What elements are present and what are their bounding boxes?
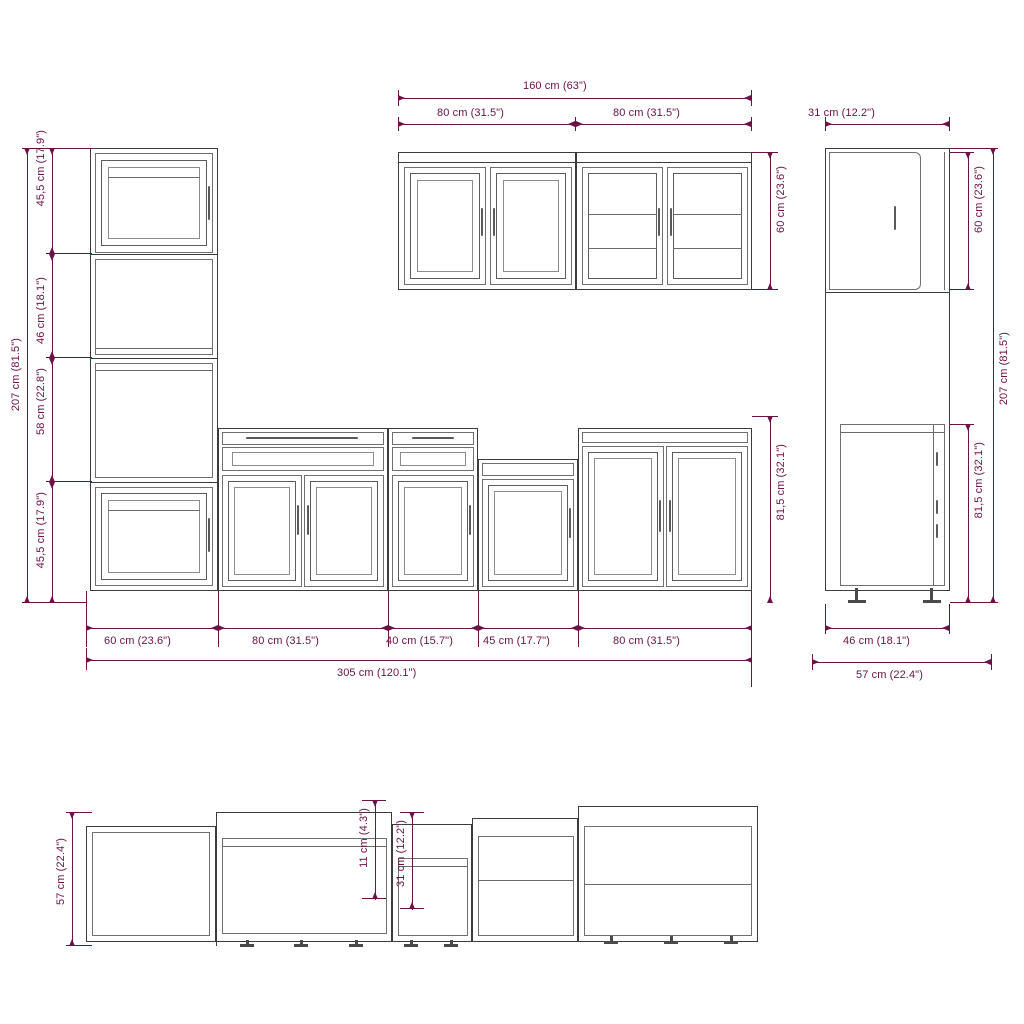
dim-column-bottom-section: 45,5 cm (17.9") [35,492,47,569]
dim-run-total-width: 305 cm (120.1") [337,667,417,679]
dim-wall-right-width: 80 cm (31.5") [613,107,680,119]
dim-base-height: 81,5 cm (32.1") [775,444,787,521]
dim-tall-upper-height: 60 cm (23.6") [973,166,985,233]
dim-width-40: 40 cm (15.7") [386,635,453,647]
dim-width-45: 45 cm (17.7") [483,635,550,647]
dim-width-80-right: 80 cm (31.5") [613,635,680,647]
dim-tall-depth-top: 31 cm (12.2") [808,107,875,119]
dim-wall-height: 60 cm (23.6") [775,166,787,233]
dim-width-60: 60 cm (23.6") [104,635,171,647]
dim-column-third-section: 58 cm (22.8") [35,368,47,435]
dim-tall-depth: 57 cm (22.4") [856,669,923,681]
dim-column-second-section: 46 cm (18.1") [35,277,47,344]
dim-tall-lower-height: 81,5 cm (32.1") [973,442,985,519]
dim-width-80-left: 80 cm (31.5") [252,635,319,647]
dim-wall-total-width: 160 cm (63") [523,80,587,92]
dim-column-total-height: 207 cm (81.5") [10,338,22,412]
dim-plan-small-height: 11 cm (4.3") [358,808,370,868]
dim-plan-depth: 57 cm (22.4") [55,838,67,905]
dim-wall-left-width: 80 cm (31.5") [437,107,504,119]
dim-line-wall-total [398,98,752,99]
dim-plan-mid-height: 31 cm (12.2") [395,820,407,887]
dim-column-top-section: 45,5 cm (17.9") [35,130,47,207]
dim-tall-width: 46 cm (18.1") [843,635,910,647]
dim-tall-total-height: 207 cm (81.5") [998,332,1010,406]
